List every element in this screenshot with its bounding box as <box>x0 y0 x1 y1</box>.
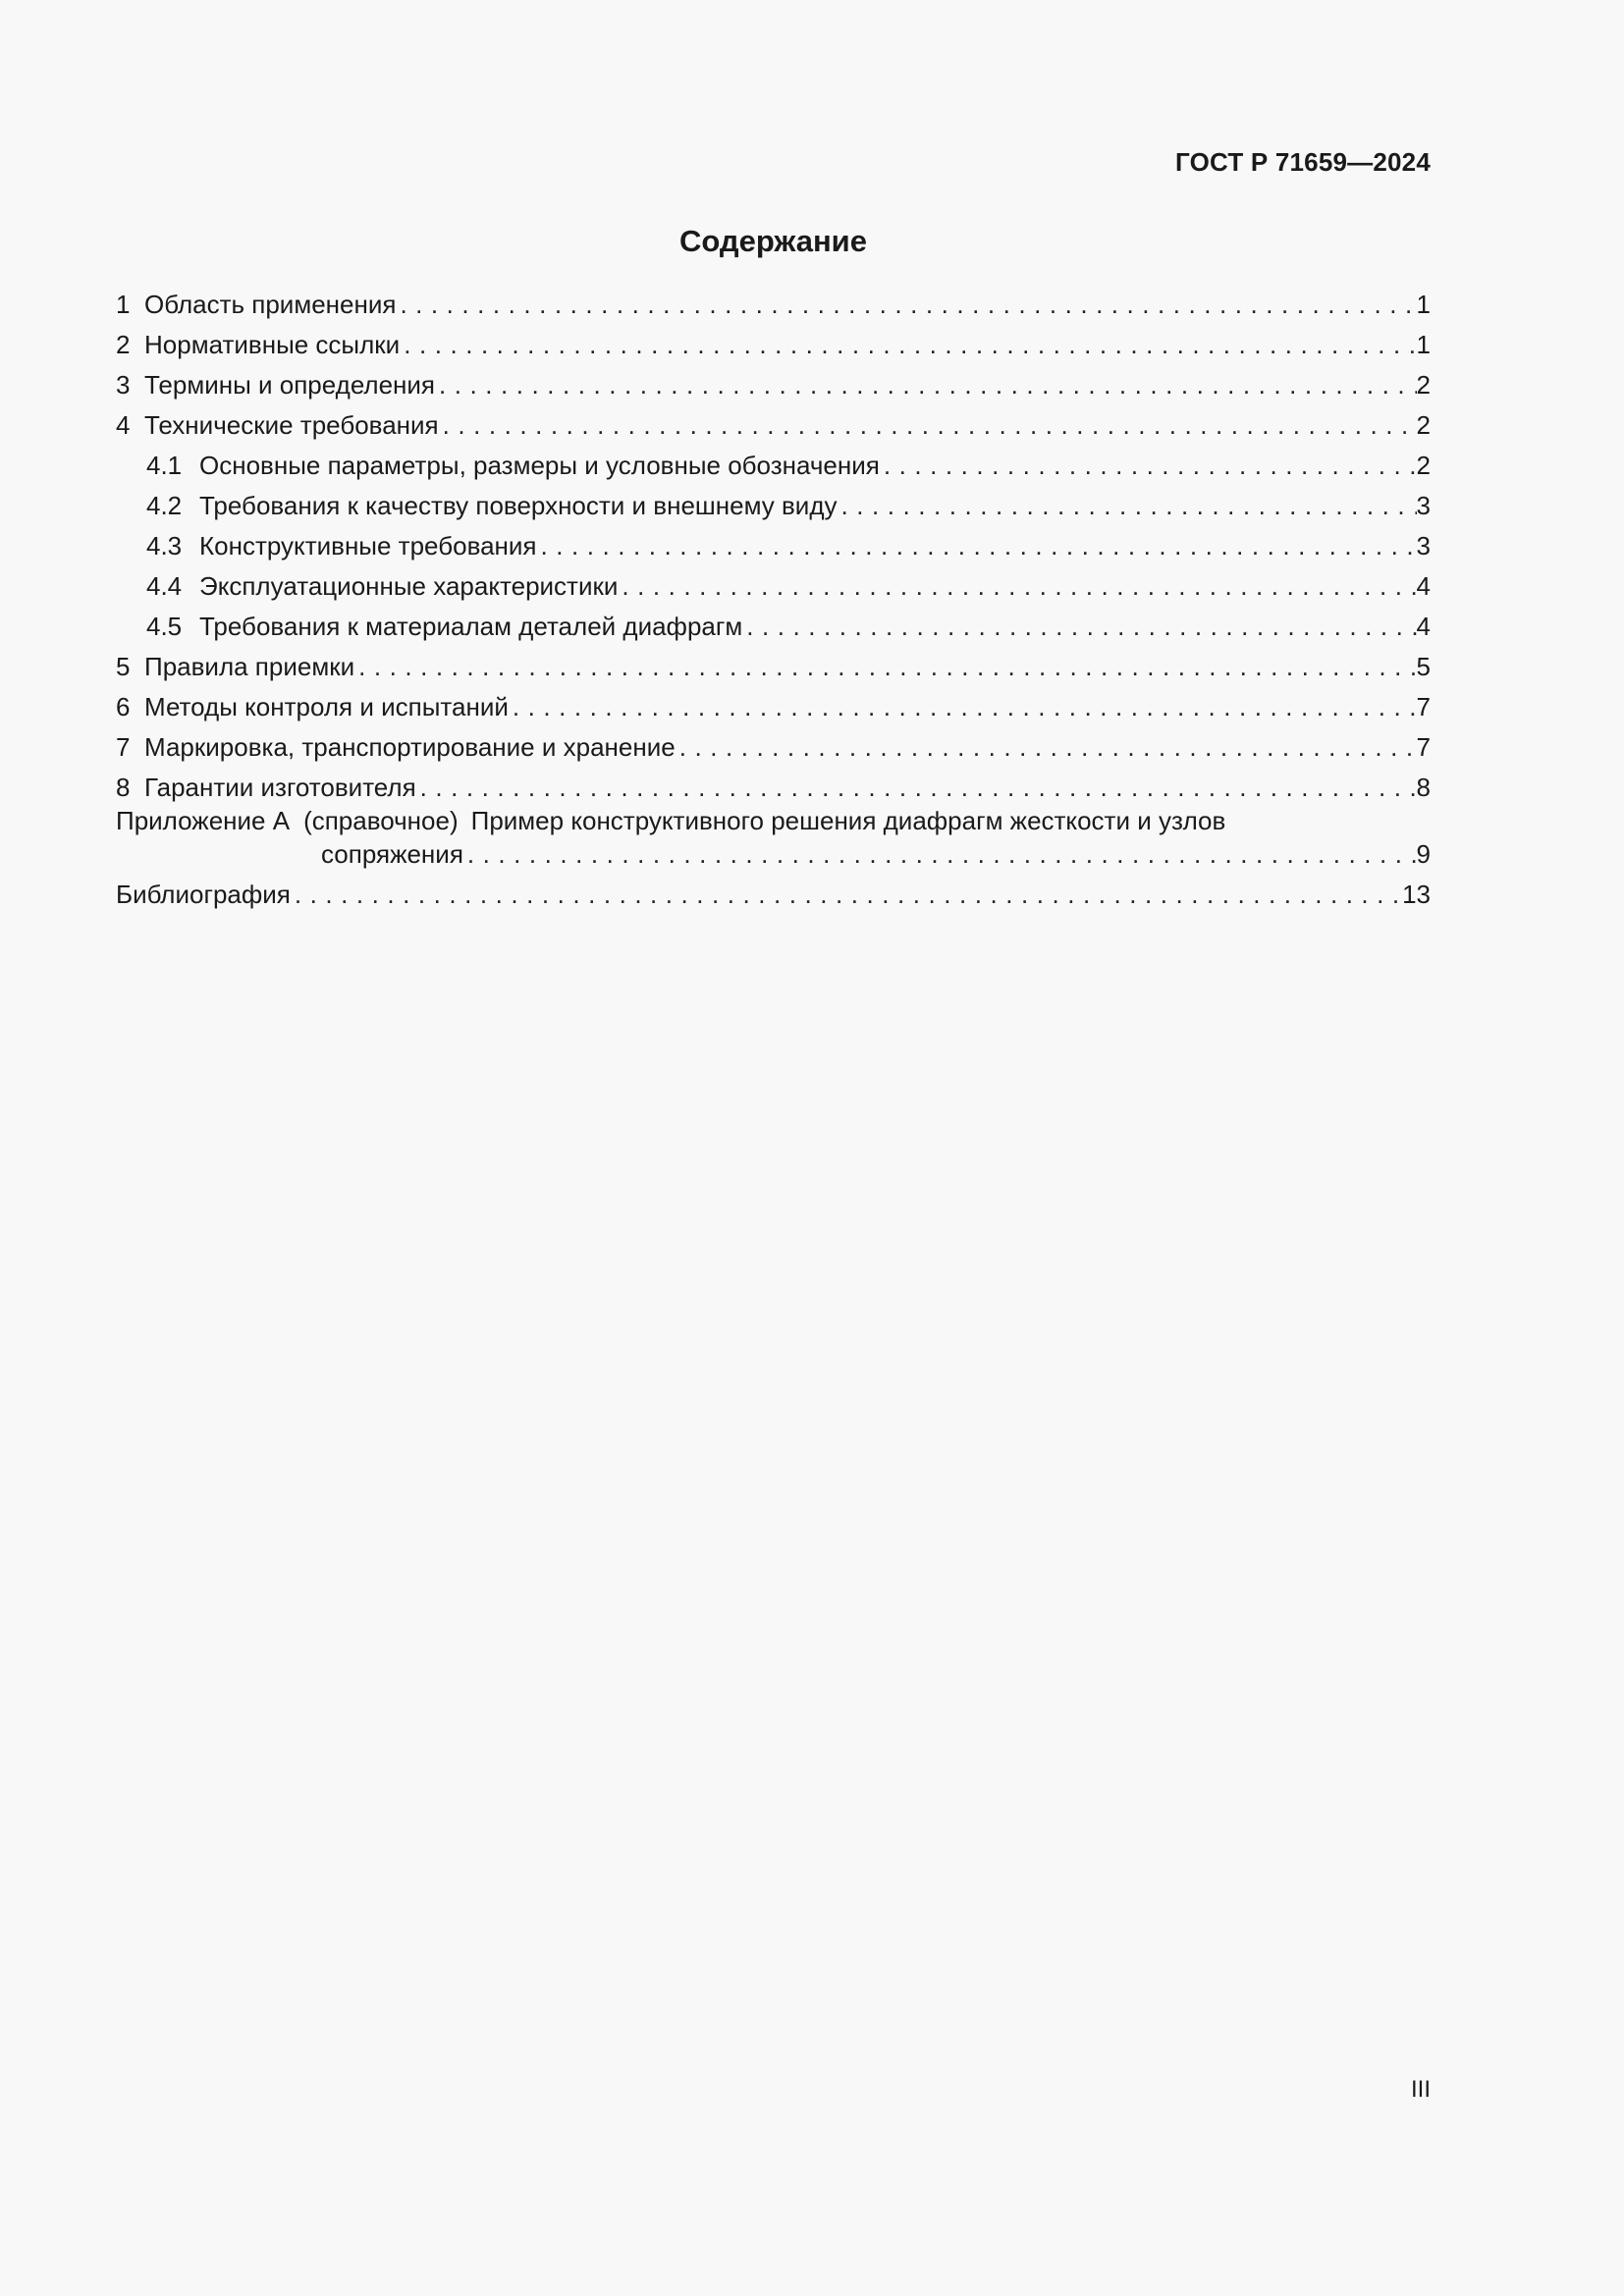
toc-subentry[interactable] <box>116 566 1431 607</box>
toc-appendix-entry[interactable] <box>116 808 1431 875</box>
appendix-title-line-2: сопряжения <box>321 839 463 869</box>
toc-entry-page: 4 <box>1416 571 1431 601</box>
dot-leader <box>880 446 1417 486</box>
toc-entry-page: 7 <box>1416 692 1431 721</box>
toc-entry-title: Область применения <box>144 290 397 319</box>
dot-leader <box>439 405 1417 446</box>
toc-entry-number: 6 <box>116 692 131 721</box>
toc-entry[interactable] <box>116 727 1431 768</box>
toc-entry[interactable] <box>116 405 1431 446</box>
toc-entry-number: 4 <box>116 410 131 440</box>
dot-leader <box>676 727 1417 768</box>
dot-leader <box>742 607 1416 647</box>
toc-entry[interactable] <box>116 365 1431 405</box>
dot-leader <box>509 687 1417 727</box>
dot-leader <box>291 875 1402 915</box>
toc-entry[interactable] <box>116 325 1431 365</box>
table-of-contents <box>116 285 1431 915</box>
toc-entry-number: 8 <box>116 773 131 802</box>
toc-entry-title: Конструктивные требования <box>199 531 537 561</box>
toc-entry-title: Библиография <box>116 880 291 909</box>
toc-entry-page: 5 <box>1416 652 1431 681</box>
toc-subentry[interactable] <box>116 486 1431 526</box>
toc-entry-title: Правила приемки <box>144 652 355 681</box>
appendix-kind: (справочное) <box>303 806 459 835</box>
toc-entry[interactable] <box>116 285 1431 325</box>
toc-entry-page: 1 <box>1416 290 1431 319</box>
toc-entry-title: Требования к материалам деталей диафрагм <box>199 612 743 641</box>
dot-leader <box>618 566 1416 607</box>
page-number: III <box>1410 2076 1431 2103</box>
toc-title: Содержание <box>679 224 867 258</box>
appendix-line-2 <box>116 841 1431 875</box>
toc-entry-number: 4.5 <box>146 612 183 641</box>
toc-entry-number: 4.2 <box>146 491 183 520</box>
toc-entry-page: 1 <box>1416 330 1431 359</box>
toc-entry-number: 3 <box>116 370 131 400</box>
toc-subentry[interactable] <box>116 446 1431 486</box>
toc-entry-title: Методы контроля и испытаний <box>144 692 509 721</box>
toc-entry-page: 3 <box>1416 531 1431 561</box>
toc-entry-title: Эксплуатационные характеристики <box>199 571 619 601</box>
toc-entry-title: Требования к качеству поверхности и внешнему виду <box>199 491 838 520</box>
toc-entry[interactable] <box>116 647 1431 687</box>
toc-entry[interactable] <box>116 687 1431 727</box>
dot-leader <box>838 486 1417 526</box>
toc-subentry[interactable] <box>116 607 1431 647</box>
dot-leader <box>463 834 1417 875</box>
document-code: ГОСТ Р 71659—2024 <box>1175 147 1431 177</box>
toc-entry-page: 13 <box>1402 880 1431 909</box>
dot-leader <box>396 285 1416 325</box>
toc-entry-title: Основные параметры, размеры и условные обозначения <box>199 451 880 480</box>
toc-entry-title: Термины и определения <box>144 370 436 400</box>
toc-entry-page: 4 <box>1416 612 1431 641</box>
toc-entry-page: 2 <box>1416 451 1431 480</box>
toc-entry-number: 4.1 <box>146 451 183 480</box>
dot-leader <box>400 325 1416 365</box>
toc-entry-number: 2 <box>116 330 131 359</box>
dot-leader <box>354 647 1416 687</box>
toc-entry-number: 4.4 <box>146 571 183 601</box>
dot-leader <box>435 365 1417 405</box>
toc-entry-page: 7 <box>1416 732 1431 762</box>
toc-entry-page: 2 <box>1416 410 1431 440</box>
dot-leader <box>537 526 1417 566</box>
appendix-label: Приложение А <box>116 806 291 835</box>
toc-entry-title: Маркировка, транспортирование и хранение <box>144 732 676 762</box>
toc-entry-number: 4.3 <box>146 531 183 561</box>
toc-entry-title: Нормативные ссылки <box>144 330 401 359</box>
toc-entry-page: 9 <box>1416 839 1431 869</box>
toc-bibliography-entry[interactable] <box>116 875 1431 915</box>
toc-entry-page: 8 <box>1416 773 1431 802</box>
toc-entry-number: 5 <box>116 652 131 681</box>
appendix-title-line-1: Пример конструктивного решения диафрагм жесткости и узлов <box>470 806 1226 835</box>
toc-entry-number: 7 <box>116 732 131 762</box>
toc-entry-page: 3 <box>1416 491 1431 520</box>
toc-subentry[interactable] <box>116 526 1431 566</box>
toc-entry-title: Технические требования <box>144 410 439 440</box>
toc-entry-page: 2 <box>1416 370 1431 400</box>
toc-entry-title: Гарантии изготовителя <box>144 773 416 802</box>
toc-entry-number: 1 <box>116 290 131 319</box>
